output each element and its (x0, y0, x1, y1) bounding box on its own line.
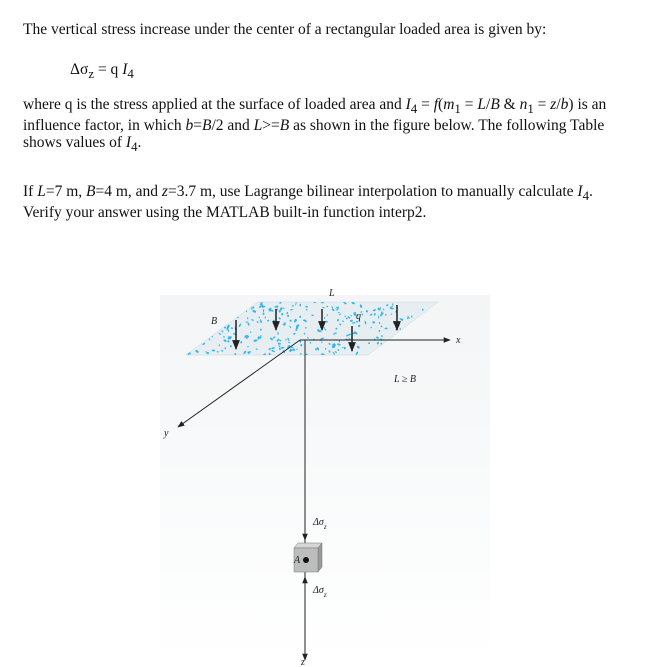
var-b: B (86, 183, 96, 200)
text-run: =3.7 m, use Lagrange bilinear interpolation to manually calculate (167, 183, 578, 200)
label-b: B (211, 316, 218, 327)
var-z: z (161, 183, 168, 200)
definition-paragraph (23, 96, 627, 155)
text-run: >= (262, 117, 280, 135)
var-l: L (477, 96, 486, 113)
sub: 1 (527, 101, 534, 117)
var-f: f (433, 96, 439, 113)
text-run: / (486, 96, 491, 113)
var-b: B (202, 117, 212, 135)
text-run: = (193, 117, 202, 135)
var-i: I (577, 183, 583, 200)
loaded-area-figure (0, 270, 648, 667)
sub: 4 (131, 139, 138, 155)
delta-sigma-sub: z (88, 66, 95, 82)
sub: 4 (410, 101, 418, 117)
text-run: If (23, 183, 38, 200)
text-run: as shown in the figure below. The following Table shows values of (23, 117, 605, 152)
delta-sigma-bottom: $\Delta\sigma_z$ (313, 585, 327, 599)
text-run: & (499, 96, 520, 113)
text-run: = (417, 96, 434, 113)
label-x: x (456, 335, 461, 346)
intro-text: The vertical stress increase under the center of a rectangular loaded area is given by: (23, 21, 547, 38)
var-z: z (550, 96, 557, 113)
text-run: where q is the stress applied at the surface of loaded area and (23, 96, 406, 113)
var-b: B (490, 96, 500, 113)
label-y: y (164, 428, 169, 439)
var-i: I (405, 96, 411, 113)
text-run: / (556, 96, 561, 113)
task-paragraph (23, 183, 627, 221)
influence-factor: I (122, 61, 128, 78)
label-point-a: A (294, 555, 301, 566)
text-run: ) is an influence factor, in which (23, 96, 607, 135)
var-m: m (443, 96, 455, 113)
point-a-dot (303, 557, 309, 563)
speckle (401, 319, 404, 321)
label-l: L (329, 288, 335, 299)
var-b: b (560, 96, 569, 113)
text-run: . Verify your answer using the MATLAB built-in function interp2. (23, 183, 593, 222)
var-b: B (279, 117, 290, 135)
formula-eq: = q (94, 61, 123, 78)
stress-formula (70, 61, 134, 82)
delta-sigma: Δσ (70, 61, 89, 78)
speckle (228, 336, 232, 338)
var-l: L (253, 117, 263, 135)
sub: 1 (454, 101, 461, 117)
text-run: /2 and (211, 117, 254, 135)
text-run: = (460, 96, 478, 113)
delta-sigma-top: $\Delta\sigma_z$ (313, 517, 327, 531)
var-n: n (519, 96, 528, 113)
var-i: I (125, 134, 132, 152)
text-run: =7 m, (45, 183, 87, 200)
influence-factor-sub: 4 (127, 66, 134, 82)
speckle (378, 316, 379, 319)
text-run: = (533, 96, 551, 113)
label-condition: L ≥ B (394, 374, 416, 385)
text-run: ( (438, 96, 444, 113)
sub: 4 (582, 188, 590, 204)
text-run: . (137, 134, 142, 152)
var-l: L (37, 183, 46, 200)
text-run: =4 m, and (95, 183, 162, 200)
var-b: b (185, 117, 194, 135)
label-q: q (356, 311, 361, 322)
label-z: z (301, 657, 305, 667)
